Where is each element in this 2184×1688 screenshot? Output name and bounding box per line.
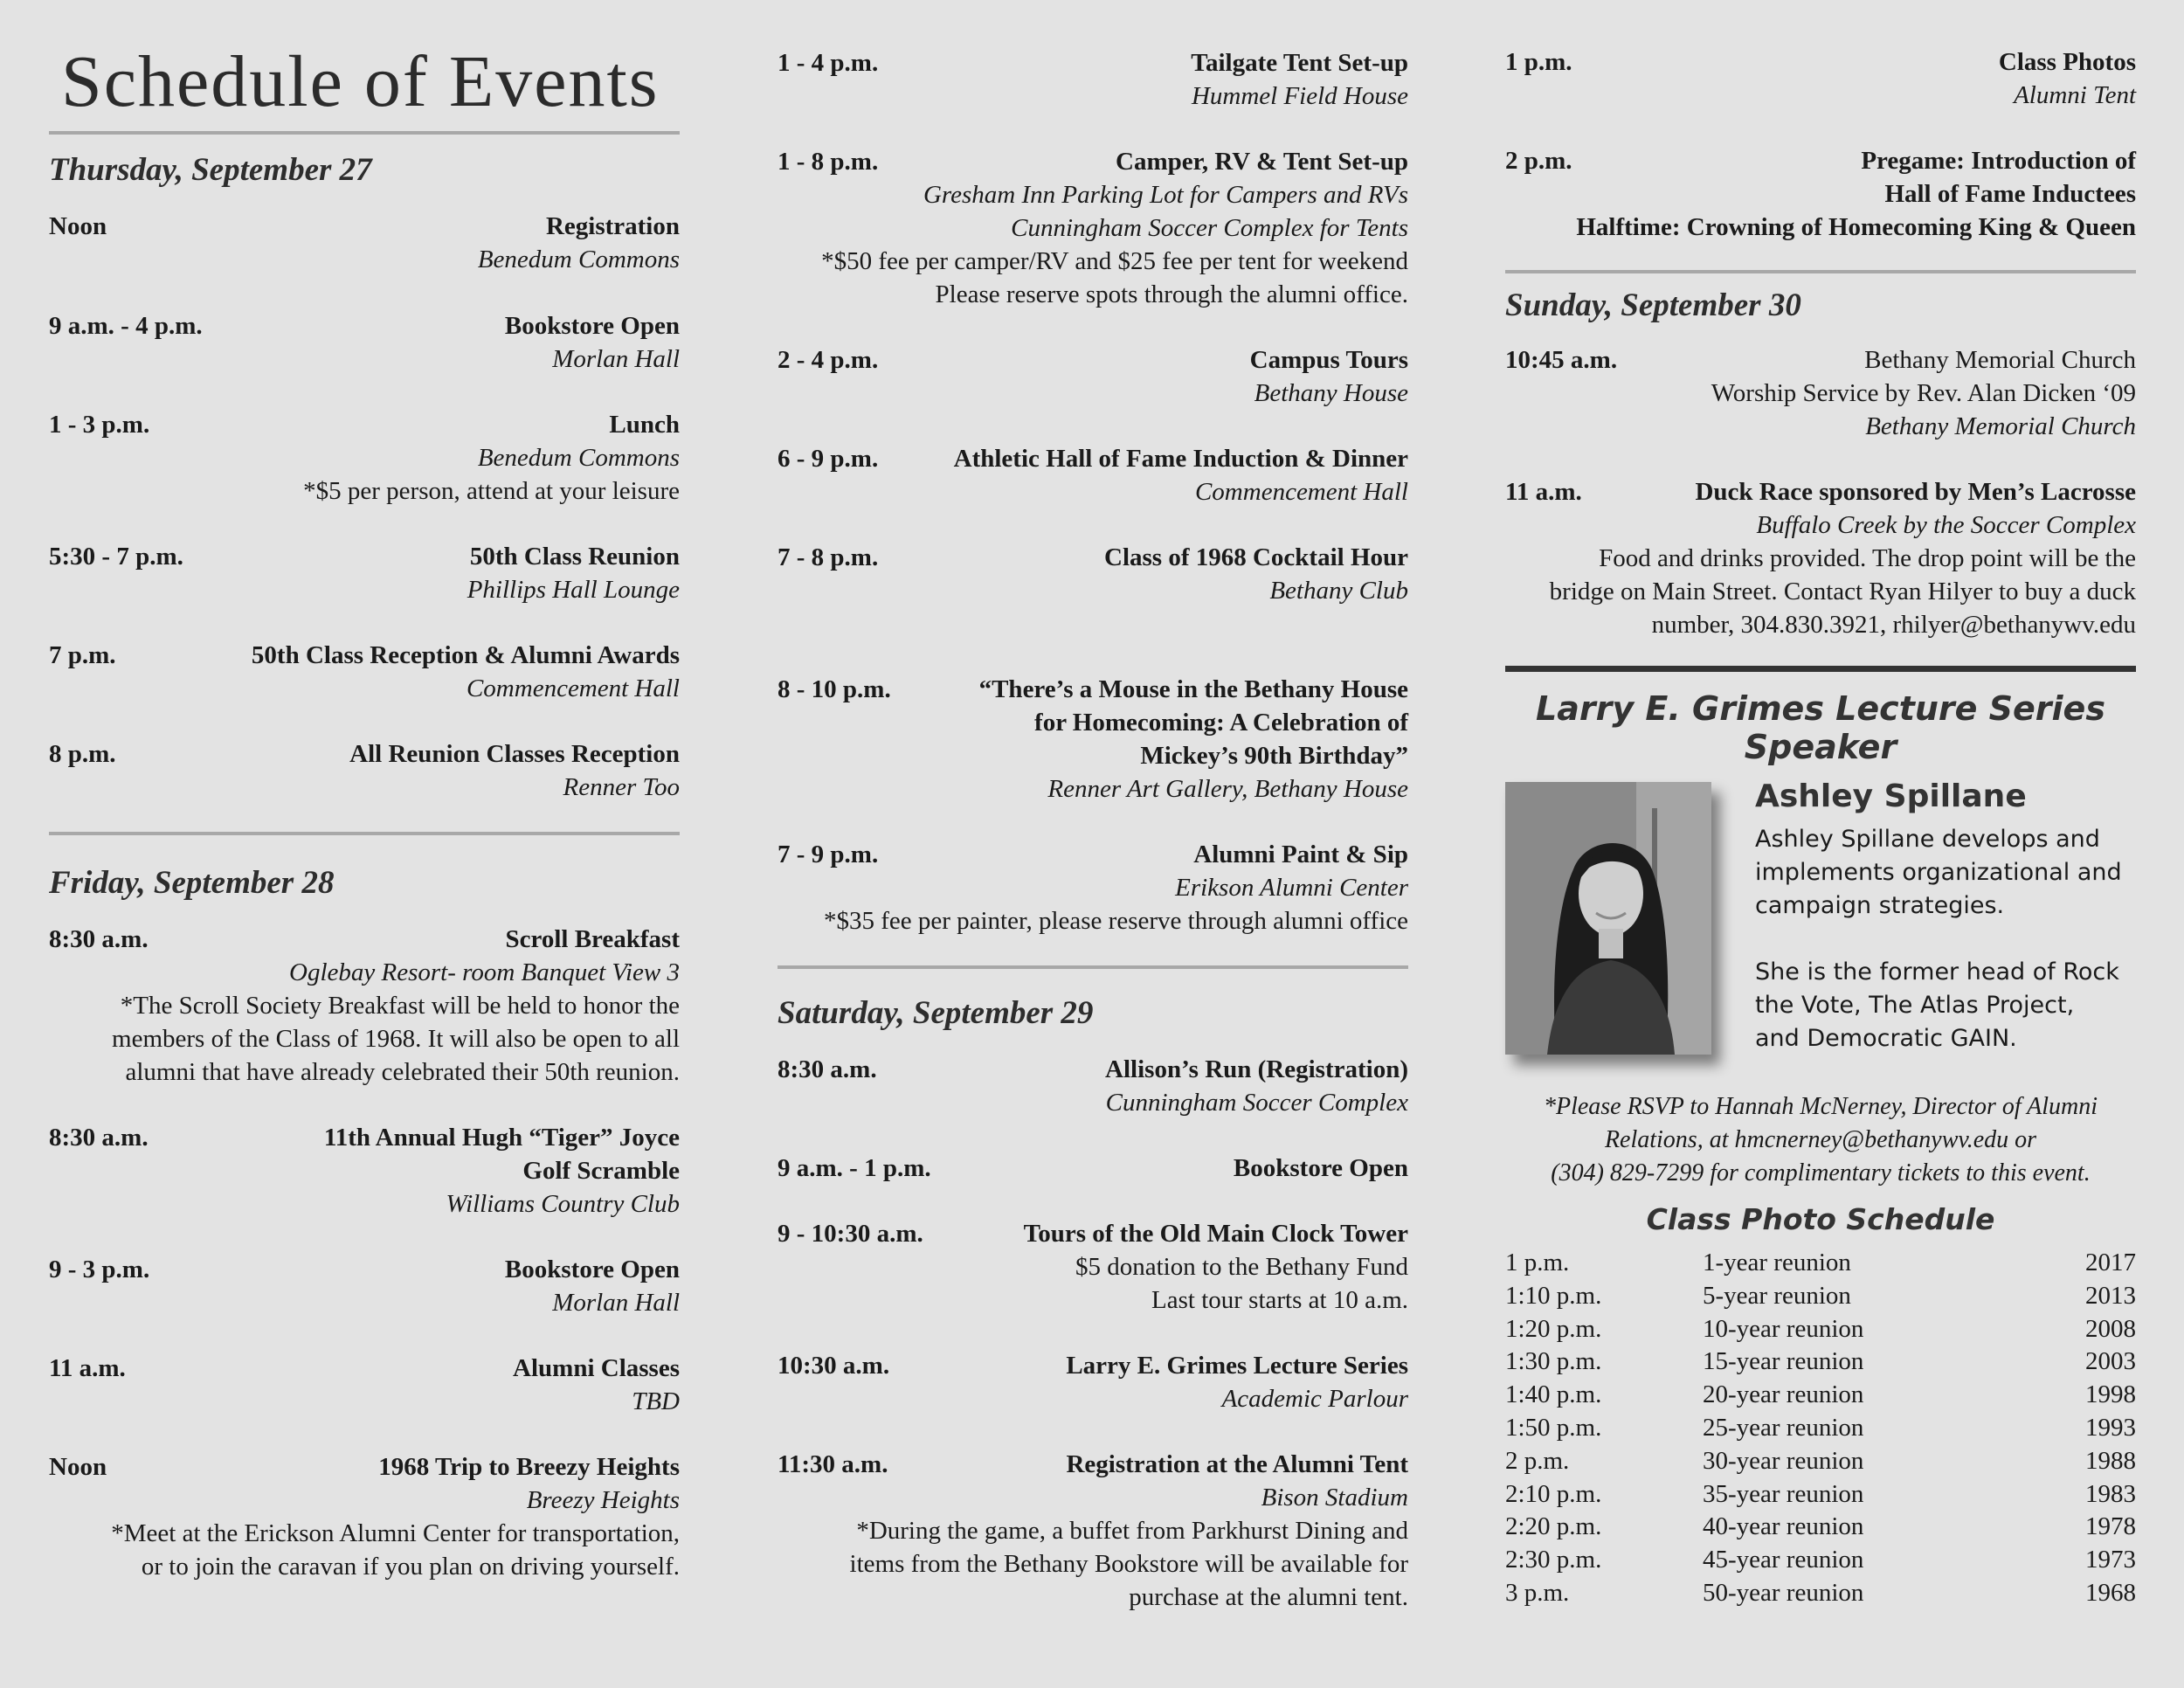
event-location: Renner Art Gallery, Bethany House bbox=[1047, 775, 1408, 803]
event-item bbox=[49, 309, 680, 376]
event-item bbox=[778, 1152, 1408, 1185]
event-title-line: Halftime: Crowning of Homecoming King & Queen bbox=[1576, 213, 2136, 241]
event-item bbox=[778, 1053, 1408, 1119]
event-note-line: members of the Class of 1968. It will also be open to all bbox=[112, 1025, 680, 1053]
event-note-line: $5 donation to the Bethany Fund bbox=[1075, 1253, 1408, 1281]
event-item bbox=[49, 540, 680, 606]
event-time: 8 - 10 p.m. bbox=[778, 675, 891, 703]
event-item bbox=[1505, 45, 2136, 112]
event-location: Academic Parlour bbox=[1221, 1385, 1408, 1413]
event-location: Hummel Field House bbox=[1191, 82, 1408, 110]
event-title: Campus Tours bbox=[1249, 346, 1408, 374]
event-time: 8:30 a.m. bbox=[49, 1124, 149, 1152]
event-note-line: *During the game, a buffet from Parkhurst Dining and bbox=[856, 1517, 1408, 1545]
event-title: Class of 1968 Cocktail Hour bbox=[1104, 543, 1408, 571]
event-item bbox=[778, 145, 1408, 311]
cell-reunion: 45-year reunion bbox=[1703, 1546, 1864, 1574]
cell-year: 2013 bbox=[2085, 1281, 2136, 1310]
cell-year: 1993 bbox=[2085, 1413, 2136, 1442]
event-time: 1 - 8 p.m. bbox=[778, 148, 879, 176]
event-title: 11th Annual Hugh “Tiger” Joyce bbox=[323, 1124, 680, 1152]
cell-reunion: 5-year reunion bbox=[1703, 1281, 1851, 1310]
table-row bbox=[1505, 1577, 2136, 1610]
event-location: Benedum Commons bbox=[477, 444, 680, 472]
cell-year: 1978 bbox=[2085, 1512, 2136, 1541]
event-time: 7 - 9 p.m. bbox=[778, 841, 879, 868]
cell-reunion: 50-year reunion bbox=[1703, 1578, 1864, 1607]
event-title: Larry E. Grimes Lecture Series bbox=[1066, 1352, 1408, 1380]
event-item bbox=[49, 408, 680, 508]
cell-reunion: 1-year reunion bbox=[1703, 1249, 1851, 1276]
event-location: Alumni Tent bbox=[2014, 81, 2136, 109]
event-time: 5:30 - 7 p.m. bbox=[49, 543, 183, 571]
event-time: 7 p.m. bbox=[49, 641, 116, 669]
event-title: Pregame: Introduction of bbox=[1861, 147, 2136, 175]
event-note-line: Please reserve spots through the alumni office. bbox=[935, 280, 1408, 308]
event-time: 7 - 8 p.m. bbox=[778, 543, 879, 571]
event-time: Noon bbox=[49, 212, 107, 240]
cell-time: 3 p.m. bbox=[1505, 1578, 1570, 1607]
event-title: Allison’s Run (Registration) bbox=[1105, 1055, 1408, 1083]
speaker-portrait-image bbox=[1505, 782, 1711, 1055]
event-note-line: number, 304.830.3921, rhilyer@bethanywv.edu bbox=[1651, 611, 2136, 639]
event-title: Athletic Hall of Fame Induction & Dinner bbox=[953, 445, 1408, 473]
event-note-line: *The Scroll Society Breakfast will be held to honor the bbox=[120, 992, 680, 1020]
event-item bbox=[49, 639, 680, 705]
event-location: Commencement Hall bbox=[466, 675, 680, 702]
cell-reunion: 10-year reunion bbox=[1703, 1314, 1864, 1343]
rsvp-note bbox=[1505, 1090, 2136, 1190]
event-title-line: Mickey’s 90th Birthday” bbox=[1140, 742, 1408, 770]
table-row bbox=[1505, 1511, 2136, 1544]
table-row bbox=[1505, 1280, 2136, 1313]
event-item bbox=[778, 1448, 1408, 1614]
event-item bbox=[778, 673, 1408, 806]
cell-reunion: 35-year reunion bbox=[1703, 1479, 1864, 1508]
event-item bbox=[778, 46, 1408, 113]
divider bbox=[49, 131, 680, 135]
column-3 bbox=[1505, 0, 2136, 1610]
event-title: Registration at the Alumni Tent bbox=[1066, 1450, 1408, 1478]
event-time: 11 a.m. bbox=[1505, 478, 1582, 506]
event-note-line: items from the Bethany Bookstore will be available for bbox=[849, 1550, 1408, 1578]
cell-year: 1988 bbox=[2085, 1446, 2136, 1475]
event-item bbox=[778, 838, 1408, 937]
event-time: 9 - 10:30 a.m. bbox=[778, 1220, 923, 1248]
table-row bbox=[1505, 1247, 2136, 1280]
event-note-line: or to join the caravan if you plan on driving yourself. bbox=[141, 1553, 680, 1581]
cell-year: 2003 bbox=[2085, 1347, 2136, 1376]
speaker-bio-line: and Democratic GAIN. bbox=[1755, 1025, 2017, 1052]
divider bbox=[1505, 666, 2136, 672]
event-location: Bethany Club bbox=[1269, 577, 1408, 605]
event-location: Benedum Commons bbox=[477, 246, 680, 273]
event-note-line: *Meet at the Erickson Alumni Center for transportation, bbox=[111, 1519, 680, 1547]
event-item bbox=[49, 1121, 680, 1221]
cell-reunion: 30-year reunion bbox=[1703, 1446, 1864, 1475]
table-row bbox=[1505, 1313, 2136, 1346]
event-item bbox=[1505, 144, 2136, 244]
cell-year: 2008 bbox=[2085, 1314, 2136, 1343]
speaker-bio-line: campaign strategies. bbox=[1755, 892, 2005, 919]
cell-time: 2 p.m. bbox=[1505, 1446, 1570, 1475]
event-note-line: *$50 fee per camper/RV and $25 fee per tent for weekend bbox=[821, 247, 1408, 275]
day-heading-thursday: Thursday, September 27 bbox=[49, 152, 372, 188]
cell-time: 2:30 p.m. bbox=[1505, 1546, 1602, 1574]
event-item bbox=[1505, 343, 2136, 443]
event-item bbox=[778, 343, 1408, 410]
event-item bbox=[49, 1450, 680, 1583]
speaker-bio-line: the Vote, The Atlas Project, bbox=[1755, 992, 2075, 1019]
event-title: Bookstore Open bbox=[1233, 1154, 1408, 1182]
event-time: 8:30 a.m. bbox=[49, 925, 149, 953]
event-location: Buffalo Creek by the Soccer Complex bbox=[1756, 511, 2136, 539]
event-time: 1 p.m. bbox=[1505, 48, 1572, 76]
column-2 bbox=[778, 0, 1408, 1614]
event-title-line: Golf Scramble bbox=[522, 1157, 680, 1185]
event-item bbox=[49, 1253, 680, 1319]
event-item bbox=[49, 210, 680, 276]
event-time: 9 a.m. - 1 p.m. bbox=[778, 1154, 931, 1182]
table-row bbox=[1505, 1445, 2136, 1478]
event-note: *$35 fee per painter, please reserve through alumni office bbox=[823, 907, 1408, 935]
event-title: All Reunion Classes Reception bbox=[349, 740, 680, 768]
event-item bbox=[1505, 475, 2136, 641]
table-row bbox=[1505, 1379, 2136, 1412]
event-item bbox=[49, 923, 680, 1089]
event-time: 10:45 a.m. bbox=[1505, 346, 1618, 374]
cell-time: 1:30 p.m. bbox=[1505, 1347, 1602, 1376]
event-time: 10:30 a.m. bbox=[778, 1352, 890, 1380]
speaker-bio-line: Ashley Spillane develops and bbox=[1755, 826, 2100, 853]
day-heading-sunday: Sunday, September 30 bbox=[1505, 287, 1801, 323]
event-description-line: Worship Service by Rev. Alan Dicken ‘09 bbox=[1711, 379, 2136, 407]
event-note-line: bridge on Main Street. Contact Ryan Hilyer to buy a duck bbox=[1549, 578, 2136, 605]
day-heading-friday: Friday, September 28 bbox=[49, 865, 335, 901]
cell-year: 2017 bbox=[2085, 1249, 2136, 1276]
rsvp-line: Relations, at hmcnerney@bethanywv.edu or bbox=[1604, 1126, 2037, 1153]
class-photo-schedule-table bbox=[1505, 1247, 2136, 1610]
event-location: Renner Too bbox=[563, 773, 680, 801]
event-title: Tailgate Tent Set-up bbox=[1191, 49, 1408, 77]
event-location: Morlan Hall bbox=[552, 345, 680, 373]
event-location: Cunningham Soccer Complex bbox=[1105, 1089, 1408, 1117]
event-item bbox=[778, 442, 1408, 508]
event-location: Bethany Memorial Church bbox=[1865, 412, 2136, 440]
event-location: Breezy Heights bbox=[526, 1486, 680, 1514]
event-time: 11 a.m. bbox=[49, 1354, 126, 1382]
event-note-line: purchase at the alumni tent. bbox=[1129, 1583, 1408, 1611]
event-time: 9 a.m. - 4 p.m. bbox=[49, 312, 203, 340]
table-row bbox=[1505, 1346, 2136, 1379]
event-note-line: alumni that have already celebrated their 50th reunion. bbox=[125, 1058, 680, 1086]
cell-year: 1973 bbox=[2085, 1546, 2136, 1574]
event-title: 50th Class Reception & Alumni Awards bbox=[251, 641, 680, 669]
cell-year: 1998 bbox=[2085, 1380, 2136, 1409]
cell-reunion: 20-year reunion bbox=[1703, 1380, 1864, 1409]
event-time: 11:30 a.m. bbox=[778, 1450, 888, 1478]
event-title-line: for Homecoming: A Celebration of bbox=[1034, 709, 1408, 737]
event-location: Morlan Hall bbox=[552, 1289, 680, 1317]
event-time: 6 - 9 p.m. bbox=[778, 445, 879, 473]
page-title: Schedule of Events bbox=[61, 41, 660, 122]
day-heading-saturday: Saturday, September 29 bbox=[778, 995, 1094, 1031]
cell-time: 1:40 p.m. bbox=[1505, 1380, 1602, 1409]
event-location-line: Gresham Inn Parking Lot for Campers and RVs bbox=[923, 181, 1408, 209]
event-time: 1 - 4 p.m. bbox=[778, 49, 879, 77]
divider bbox=[1505, 270, 2136, 273]
event-title: Camper, RV & Tent Set-up bbox=[1116, 148, 1408, 176]
speaker-bio-line: She is the former head of Rock bbox=[1755, 958, 2119, 986]
event-title: Alumni Classes bbox=[513, 1354, 680, 1382]
class-photo-schedule-title: Class Photo Schedule bbox=[1646, 1202, 1995, 1236]
event-title: “There’s a Mouse in the Bethany House bbox=[978, 675, 1408, 703]
event-title: Class Photos bbox=[1998, 48, 2136, 76]
rsvp-line: (304) 829-7299 for complimentary tickets to this event. bbox=[1551, 1159, 2091, 1186]
cell-year: 1968 bbox=[2085, 1578, 2136, 1607]
event-location: Oglebay Resort- room Banquet View 3 bbox=[289, 958, 680, 986]
event-note-line: Food and drinks provided. The drop point will be the bbox=[1599, 544, 2136, 572]
event-title: Bookstore Open bbox=[504, 312, 680, 340]
table-row bbox=[1505, 1412, 2136, 1445]
event-title: 50th Class Reunion bbox=[469, 543, 680, 571]
speaker-bio-line: implements organizational and bbox=[1755, 859, 2122, 886]
event-location: Williams Country Club bbox=[446, 1190, 680, 1218]
event-time: 1 - 3 p.m. bbox=[49, 411, 150, 439]
event-item bbox=[778, 1217, 1408, 1317]
table-row bbox=[1505, 1478, 2136, 1512]
speaker-name: Ashley Spillane bbox=[1755, 778, 2027, 814]
cell-time: 1:10 p.m. bbox=[1505, 1281, 1602, 1310]
event-item bbox=[778, 541, 1408, 607]
event-title: Duck Race sponsored by Men’s Lacrosse bbox=[1695, 478, 2136, 506]
event-title: Scroll Breakfast bbox=[505, 925, 680, 953]
event-item bbox=[49, 1352, 680, 1418]
speaker-info bbox=[1755, 778, 2122, 1055]
cell-time: 2:10 p.m. bbox=[1505, 1479, 1602, 1508]
rsvp-line: *Please RSVP to Hannah McNerney, Director of Alumni bbox=[1543, 1093, 2098, 1120]
event-time: 2 p.m. bbox=[1505, 147, 1572, 175]
event-time: 2 - 4 p.m. bbox=[778, 346, 879, 374]
cell-reunion: 40-year reunion bbox=[1703, 1512, 1864, 1541]
event-time: Noon bbox=[49, 1453, 107, 1481]
event-title: Alumni Paint & Sip bbox=[1193, 841, 1408, 868]
event-location: TBD bbox=[632, 1387, 680, 1415]
event-note-line: Last tour starts at 10 a.m. bbox=[1151, 1286, 1408, 1314]
event-title: Registration bbox=[545, 212, 680, 240]
event-location: Bison Stadium bbox=[1261, 1484, 1408, 1512]
event-location: Commencement Hall bbox=[1194, 478, 1408, 506]
cell-time: 1:50 p.m. bbox=[1505, 1413, 1602, 1442]
event-title: Bookstore Open bbox=[504, 1256, 680, 1283]
divider bbox=[49, 832, 680, 835]
lecture-series-heading: Larry E. Grimes Lecture Series Speaker bbox=[1536, 689, 2105, 766]
event-time: 9 - 3 p.m. bbox=[49, 1256, 150, 1283]
event-item bbox=[49, 737, 680, 804]
cell-time: 1:20 p.m. bbox=[1505, 1314, 1602, 1343]
event-time: 8:30 a.m. bbox=[778, 1055, 877, 1083]
cell-year: 1983 bbox=[2085, 1479, 2136, 1508]
column-1 bbox=[49, 0, 680, 1583]
speaker-section bbox=[1505, 778, 2136, 1055]
cell-reunion: 15-year reunion bbox=[1703, 1347, 1864, 1376]
event-location-line: Cunningham Soccer Complex for Tents bbox=[1011, 214, 1408, 242]
cell-time: 2:20 p.m. bbox=[1505, 1512, 1602, 1541]
event-title-line: Hall of Fame Inductees bbox=[1884, 180, 2136, 208]
event-location: Bethany House bbox=[1254, 379, 1408, 407]
table-row bbox=[1505, 1544, 2136, 1577]
event-note: *$5 per person, attend at your leisure bbox=[303, 477, 680, 505]
event-time: 8 p.m. bbox=[49, 740, 116, 768]
cell-reunion: 25-year reunion bbox=[1703, 1413, 1864, 1442]
event-item bbox=[778, 1349, 1408, 1415]
speaker-photo bbox=[1505, 782, 1711, 1055]
event-title: 1968 Trip to Breezy Heights bbox=[378, 1453, 680, 1481]
event-location: Phillips Hall Lounge bbox=[467, 576, 680, 604]
cell-time: 1 p.m. bbox=[1505, 1249, 1570, 1276]
event-title: Tours of the Old Main Clock Tower bbox=[1023, 1220, 1408, 1248]
event-description-line: Bethany Memorial Church bbox=[1864, 346, 2136, 374]
event-title: Lunch bbox=[609, 411, 680, 439]
event-location: Erikson Alumni Center bbox=[1175, 874, 1408, 902]
divider bbox=[778, 965, 1408, 969]
